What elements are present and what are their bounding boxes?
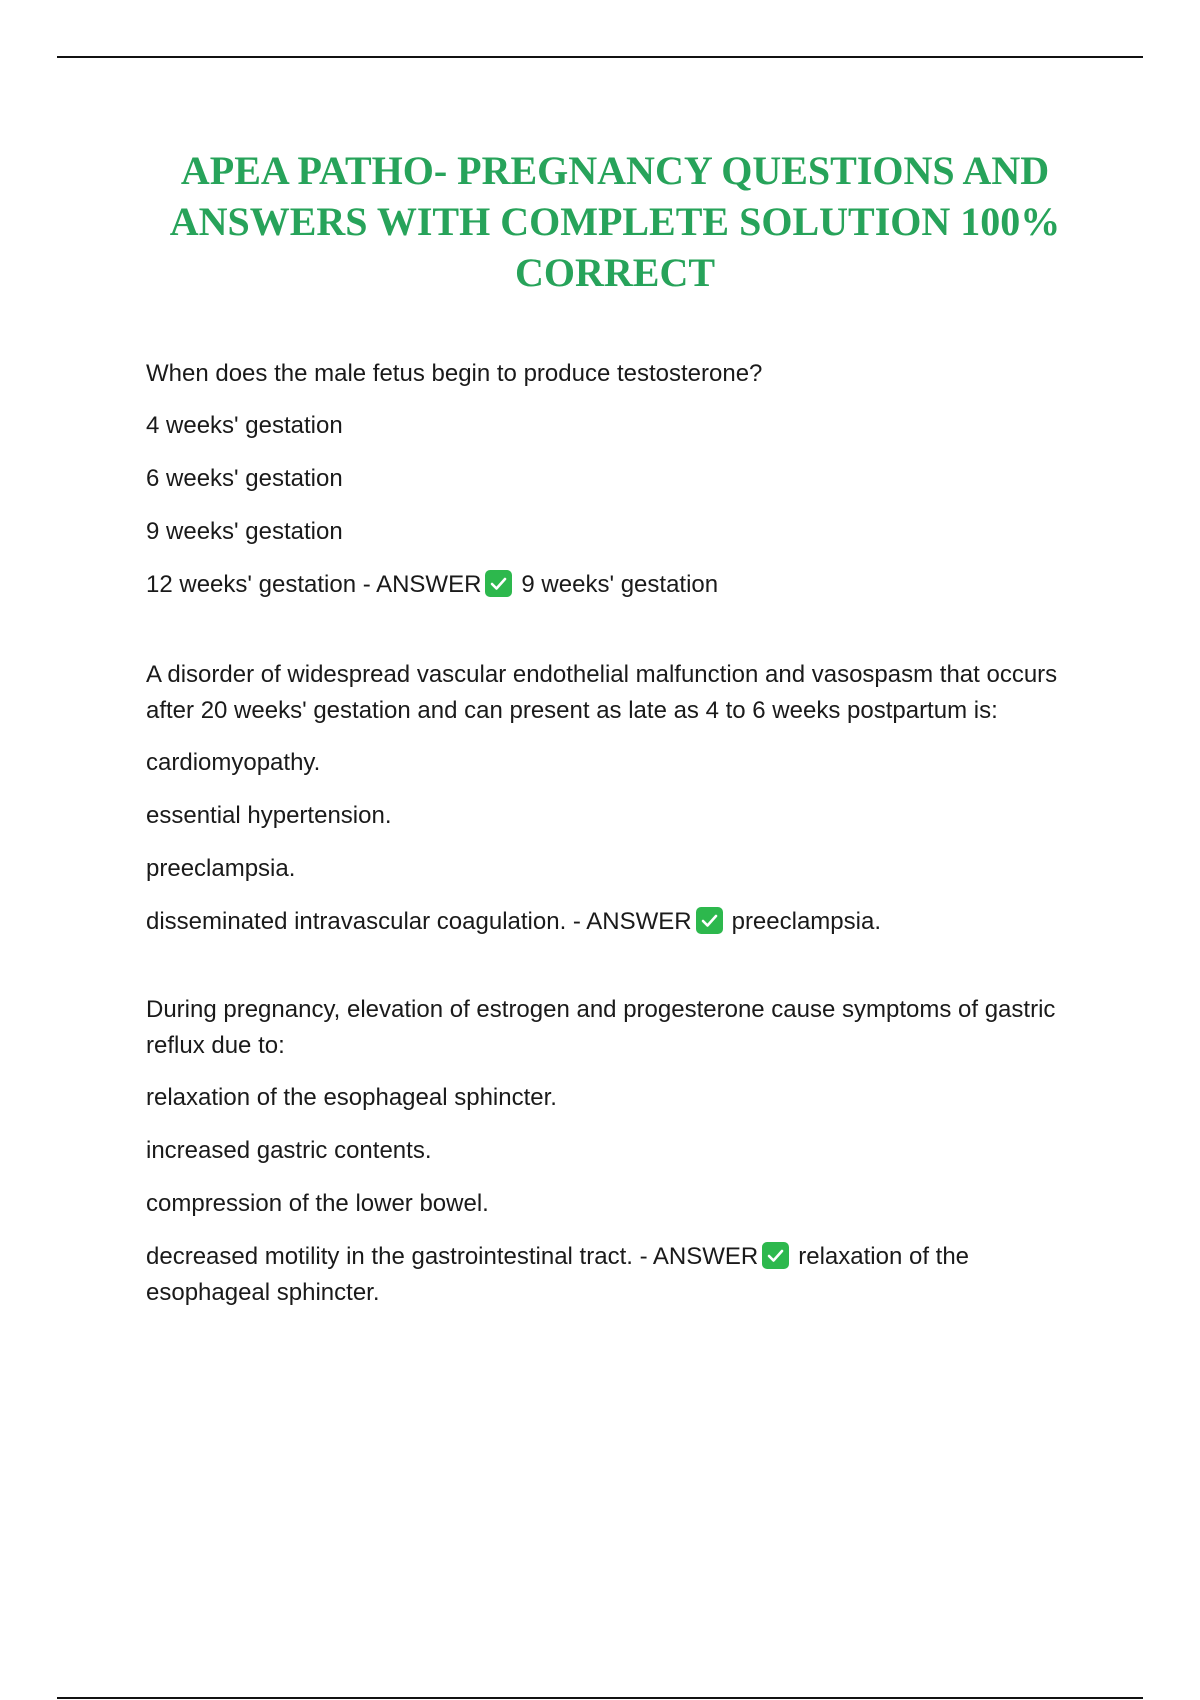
last-option: disseminated intravascular coagulation. -	[146, 908, 587, 935]
answer-label: ANSWER	[652, 1243, 759, 1270]
check-icon	[485, 570, 512, 597]
last-option: decreased motility in the gastrointestinal tract. -	[146, 1243, 653, 1270]
qa-block-3	[146, 992, 1076, 1311]
qa-content	[146, 356, 1076, 1365]
option-item: essential hypertension.	[146, 802, 392, 829]
option-item: increased gastric contents.	[146, 1137, 432, 1164]
answer-label: ANSWER	[586, 908, 692, 935]
option-item: compression of the lower bowel.	[146, 1190, 489, 1217]
answer-text: relaxation of the esophageal sphincter.	[146, 1243, 970, 1306]
option-item: cardiomyopathy.	[146, 749, 321, 776]
check-icon	[762, 1242, 789, 1269]
document-title: APEA PATHO- PREGNANCY QUESTIONS AND ANSWERS WITH COMPLETE SOLUTION 100% CORRECT	[169, 148, 1061, 295]
qa-block-2	[146, 657, 1076, 940]
option-item: 4 weeks' gestation	[146, 412, 343, 439]
answer-line	[146, 567, 1076, 603]
answer-text: 9 weeks' gestation	[521, 571, 719, 598]
answer-text: preeclampsia.	[731, 908, 881, 935]
question-text: A disorder of widespread vascular endothelial malfunction and vasospasm that occurs after 20 weeks' gestation and can present as late as 4 to 6 weeks postpartum is:	[146, 661, 1058, 724]
option-item: 9 weeks' gestation	[146, 518, 343, 545]
option-item: relaxation of the esophageal sphincter.	[146, 1084, 557, 1111]
last-option: 12 weeks' gestation -	[146, 571, 377, 598]
qa-block-1	[146, 356, 1076, 603]
bottom-rule	[57, 1697, 1143, 1699]
option-item: 6 weeks' gestation	[146, 465, 343, 492]
option-item: preeclampsia.	[146, 855, 296, 882]
question-text: When does the male fetus begin to produce testosterone?	[146, 360, 763, 387]
answer-line	[146, 904, 1076, 940]
top-rule	[57, 56, 1143, 58]
question-text: During pregnancy, elevation of estrogen and progesterone cause symptoms of gastric reflux due to:	[146, 996, 1056, 1059]
answer-label: ANSWER	[376, 571, 482, 598]
check-icon	[696, 907, 723, 934]
answer-line	[146, 1239, 1076, 1311]
